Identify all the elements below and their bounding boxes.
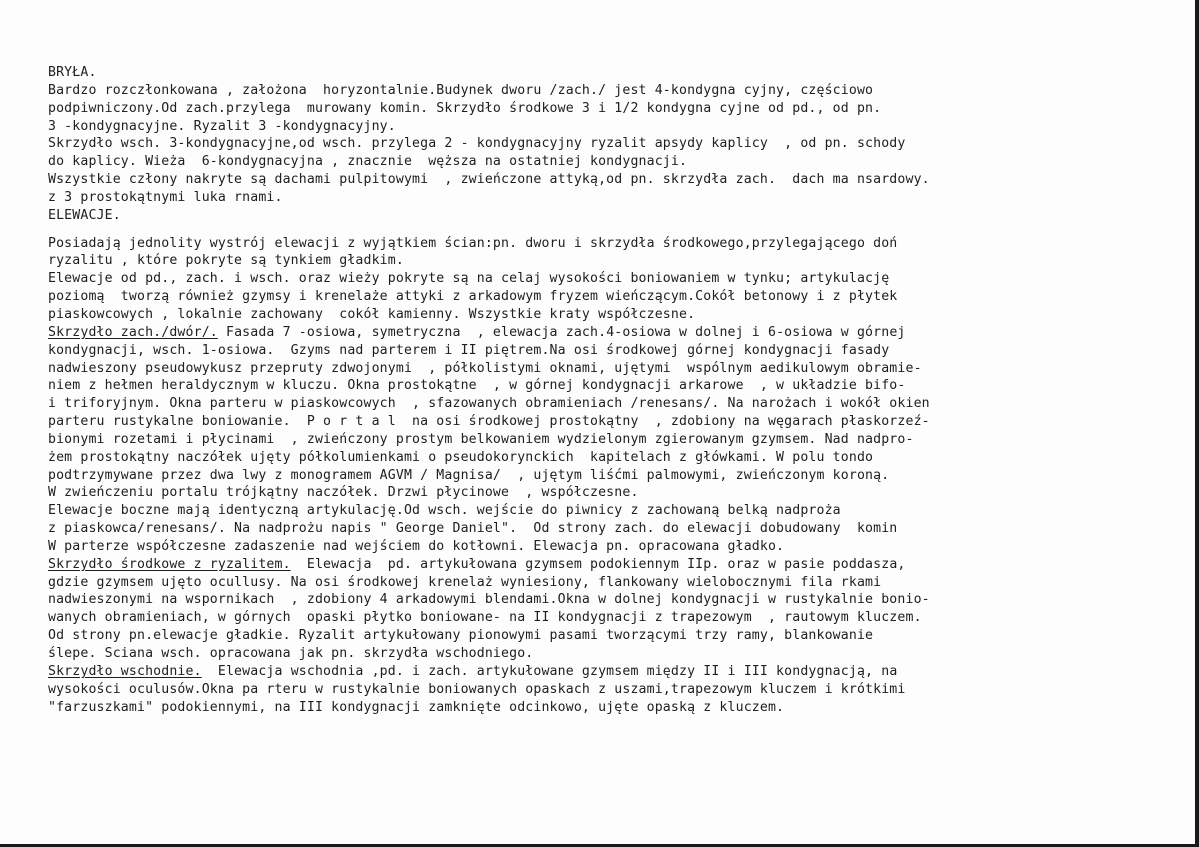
- text-line: kondygnacji, wsch. 1-osiowa. Gzyms nad parterem i II piętrem.Na osi środkowej górnej kondygnacji fasady: [48, 342, 890, 358]
- text-fragment: Fasada 7 -osiowa, symetryczna , elewacja zach.4-osiowa w dolnej i 6-osiowa w górnej: [217, 324, 906, 340]
- text-line: niem z hełmen heraldycznym w kluczu. Okna prostokątne , w górnej kondygnacji arkarowe , w układzie bifo-: [48, 378, 906, 394]
- section-heading-elewacje: ELEWACJE.: [48, 207, 121, 223]
- subsection-label-dwor: Skrzydło zach./dwór/.: [48, 324, 218, 340]
- text-line: Wszystkie człony nakryte są dachami pulpitowymi , zwieńczone attyką,od pn. skrzydła zach. dach ma nsardowy.: [48, 172, 930, 188]
- text-line: nadwieszony pseudowykusz przepruty zdwojonymi , półkolistymi oknami, ujętymi wspólnym aedikulowym obramie-: [48, 360, 922, 376]
- subsection-label-srodkowe: Skrzydło środkowe z ryzalitem.: [48, 556, 291, 572]
- text-line: do kaplicy. Wieża 6-kondygnacyjna , znacznie węższa na ostatniej kondygnacji.: [48, 154, 688, 170]
- text-line: ślepe. Sciana wsch. opracowana jak pn. skrzydła wschodniego.: [48, 646, 534, 661]
- text-line: z 3 prostokątnymi luka rnami.: [48, 189, 283, 205]
- text-line: z piaskowca/renesans/. Na nadprożu napis " George Daniel". Od strony zach. do elewacji dobudowany komin: [48, 521, 898, 537]
- text-line: Bardzo rozczłonkowana , założona horyzontalnie.Budynek dworu /zach./ jest 4-kondygna cyjny, częściowo: [48, 82, 874, 98]
- text-fragment: Elewacja wschodnia ,pd. i zach. artykułowane gzymsem między II i III kondygnacją, na: [201, 663, 898, 679]
- text-line: wysokości oculusów.Okna pa rteru w rustykalnie boniowanych opaskach z uszami,trapezowym kluczem i krótkimi: [48, 681, 906, 697]
- text-line: podtrzymywane przez dwa lwy z monogramem AGVM / Magnisa/ , ujętym liśćmi palmowymi, zwieńczonym koroną.: [48, 467, 890, 483]
- text-line: podpiwniczony.Od zach.przylega murowany komin. Skrzydło środkowe 3 i 1/2 kondygna cyjne od pd., od pn.: [48, 100, 882, 116]
- text-line: W zwieńczeniu portalu trójkątny naczółek. Drzwi płycinowe , współczesne.: [48, 485, 639, 501]
- text-line: 3 -kondygnacyjne. Ryzalit 3 -kondygnacyjny.: [48, 118, 396, 134]
- text-line: żem prostokątny naczółek ujęty półkolumienkami o pseudokorynckich kapitelach z główkami. W polu tondo: [48, 449, 874, 465]
- srodkowe-first-line: [48, 556, 1178, 574]
- text-line: wanych obramieniach, w górnych opaski płytko boniowane- na II kondygnacji z trapezowym , rautowym kluczem.: [48, 610, 922, 626]
- text-line: W parterze współczesne zadaszenie nad wejściem do kotłowni. Elewacja pn. opracowana gładko.: [48, 538, 785, 554]
- section-heading-bryla: BRYŁA.: [48, 65, 97, 80]
- dwor-first-line: [48, 324, 1178, 342]
- text-line: ryzalitu , które pokryte są tynkiem gładkim.: [48, 253, 404, 269]
- subsection-label-wschodnie: Skrzydło wschodnie.: [48, 663, 202, 679]
- text-line: piaskowcowych , lokalnie zachowany cokół kamienny. Wszystkie kraty współczesne.: [48, 306, 696, 322]
- wschodnie-first-line: [48, 663, 1178, 681]
- text-line: Skrzydło wsch. 3-kondygnacyjne,od wsch. przylega 2 - kondygnacyjny ryzalit apsydy kaplicy , od pn. schody: [48, 136, 906, 152]
- text-line: "farzuszkami" podokiennymi, na III kondygnacji zamknięte odcinkowo, ujęte opaską z kluczem.: [48, 699, 785, 715]
- text-line: i triforyjnym. Okna parteru w piaskowcowych , sfazowanych obramieniach /renesans/. Na narożach i wokół okien: [48, 396, 930, 412]
- text-line: nadwieszonymi na wspornikach , zdobiony 4 arkadowymi blendami.Okna w dolnej kondygnacji w rustykalnie bonio-: [48, 592, 930, 608]
- text-line: Elewacje boczne mają identyczną artykulację.Od wsch. wejście do piwnicy z zachowaną belką nadproża: [48, 503, 841, 519]
- text-line: poziomą tworzą również gzymsy i krenelaże attyki z arkadowym fryzem wieńczącym.Cokół betonowy i z płytek: [48, 289, 898, 305]
- text-line: bionymi rozetami i płycinami , zwieńczony prostym belkowaniem wydzielonym zgierowanym gzymsem. Nad nadpro-: [48, 431, 914, 447]
- text-line: Od strony pn.elewacje gładkie. Ryzalit artykułowany pionowymi pasami tworzącymi trzy ramy, blankowanie: [48, 628, 874, 644]
- text-line: Posiadają jednolity wystrój elewacji z wyjątkiem ścian:pn. dworu i skrzydła środkowego,przylegającego doń: [48, 235, 898, 251]
- text-line: parteru rustykalne boniowanie. P o r t a l na osi środkowej prostokątny , zdobiony na węgarach płaskorzeź-: [48, 414, 930, 430]
- text-fragment: Elewacja pd. artykułowana gzymsem podokiennym IIp. oraz w pasie poddasza,: [290, 556, 906, 572]
- text-line: Elewacje od pd., zach. i wsch. oraz wieży pokryte są na celaj wysokości boniowaniem w tynku; artykulację: [48, 271, 890, 287]
- text-line: gdzie gzymsem ujęto ocullusy. Na osi środkowej krenelaż wyniesiony, flankowany wielobocznymi fila rkami: [48, 574, 882, 590]
- document-body: [48, 64, 1178, 716]
